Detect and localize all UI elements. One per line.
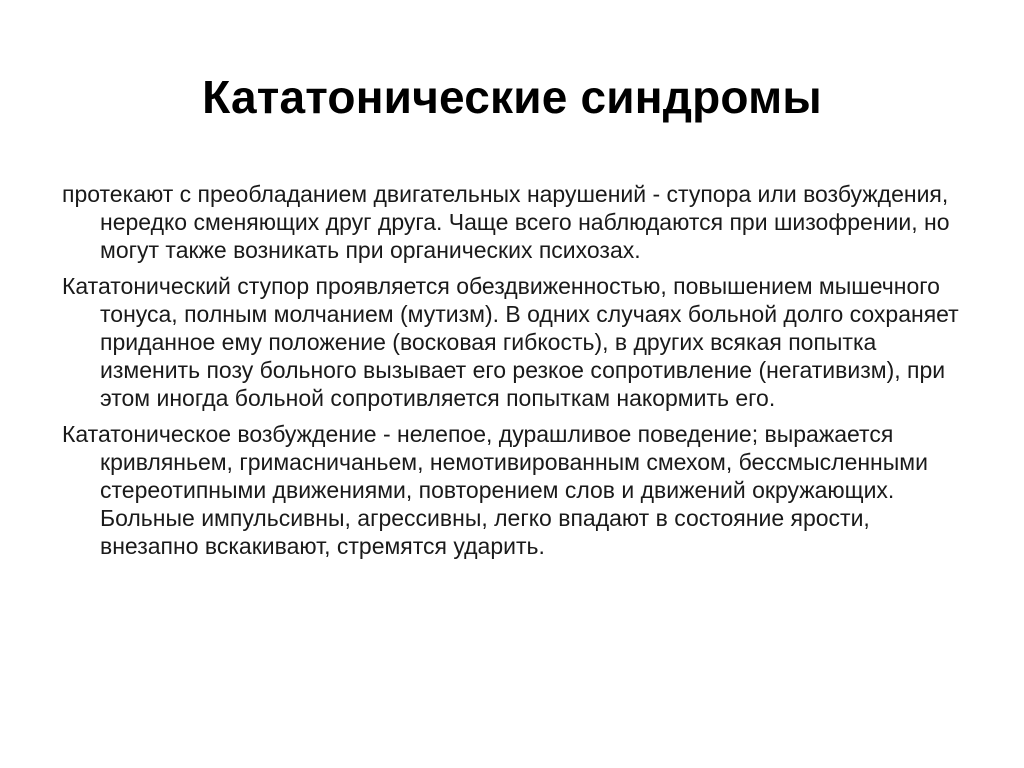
paragraph-catatonic-stupor: Кататонический ступор проявляется обездвиженностью, повышением мышечного тонуса, полным молчанием (мутизм). В одних случаях больной долго сохраняет приданное ему положение (восковая гибкость), в других всякая попытка изменить позу больного вызывает его резкое сопротивление (негативизм), при этом иногда больной сопротивляется попыткам накормить его. (62, 273, 959, 411)
paragraph-overview: протекают с преобладанием двигательных нарушений - ступора или возбуждения, нередко сменяющих друг друга. Чаще всего наблюдаются при шизофрении, но могут также возникать при органических психозах. (62, 181, 950, 263)
slide-body (62, 180, 964, 568)
paragraph-catatonic-excitement: Кататоническое возбуждение - нелепое, дурашливое поведение; выражается кривляньем, гримасничаньем, немотивированным смехом, бессмысленными стереотипными движениями, повторением слов и движений окружающих. Больные импульсивны, агрессивны, легко впадают в состояние ярости, внезапно вскакивают, стремятся ударить. (62, 421, 928, 559)
slide-title: Кататонические синдромы (202, 71, 822, 123)
